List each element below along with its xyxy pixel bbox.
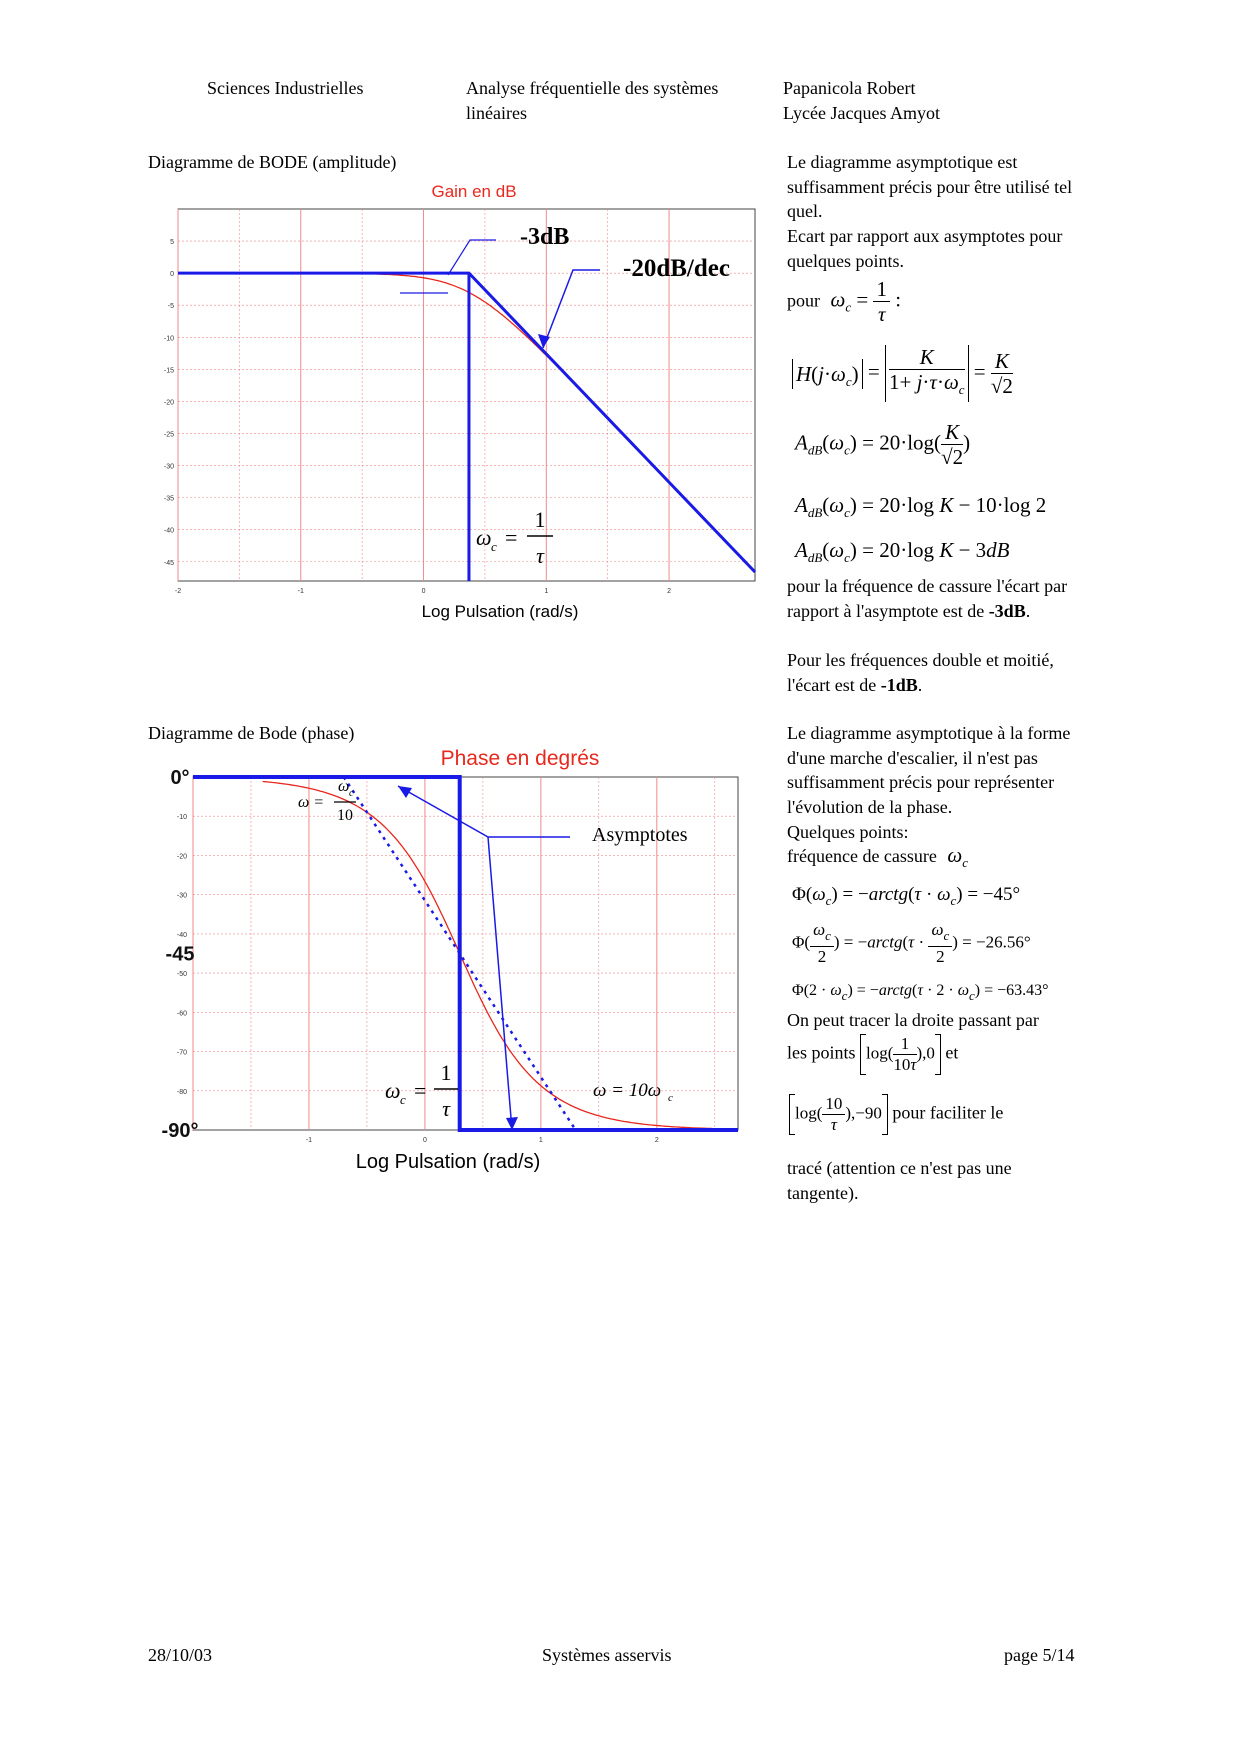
- ph-points-2: log( $\frac{10}{\tau}$ ),−90 pour faciliter le: [789, 1094, 1003, 1135]
- ph-y-big-label: -90°: [161, 1120, 199, 1142]
- ph-y-tick-label: -60: [176, 1010, 187, 1018]
- footer-title: Systèmes asservis: [542, 1645, 672, 1665]
- amp-side-after1: pour la fréquence de cassure l'écart par rapport à l'asymptote est de -3dB.: [787, 576, 1068, 621]
- ph-side-p4: tracé (attention ce n'est pas une tangente).: [787, 1158, 1012, 1203]
- amp-x-tick-label: -2: [174, 588, 182, 595]
- svg-text:c: c: [668, 1092, 673, 1104]
- svg-text:1: 1: [534, 507, 546, 532]
- amp-eq-pour: pour $\omega_c$ = $\frac{1}{\tau}$ :: [787, 277, 902, 326]
- asymptotes-label: Asymptotes: [592, 824, 688, 846]
- header-title-line2: linéaires: [466, 103, 527, 123]
- header-title-line1: Analyse fréquentielle des systèmes: [466, 78, 719, 98]
- amp-y-tick-label: -25: [163, 431, 174, 439]
- ph-y-big-label: 0°: [170, 767, 190, 789]
- amp-side-p1: Le diagramme asymptotique est suffisamment précis pour être utilisé tel quel.: [787, 152, 1073, 221]
- amp-x-tick-label: -1: [297, 588, 304, 595]
- ph-eq3: $\Phi(2 \cdot \omega_c)$ = −arctg(τ · $2 \cdot \omega_c) = -63.43^\circ$: [792, 982, 1049, 1003]
- svg-text:c: c: [349, 788, 354, 799]
- svg-text:ω: ω: [476, 525, 492, 550]
- amplitude-x-axis-label: Log Pulsation (rad/s): [421, 602, 579, 621]
- ph-eq2: Φ( $\frac{\omega_c}{2}$ ) = −arctg(τ · $\frac{\omega_c}{2}$ ) = −26.56°: [792, 920, 1031, 966]
- svg-text:τ: τ: [536, 543, 544, 568]
- amp-y-tick-label: -15: [163, 367, 174, 375]
- svg-text:ω =: ω =: [298, 794, 325, 811]
- ph-y-tick-label: -20: [176, 853, 187, 861]
- amp-y-tick-label: -5: [167, 303, 174, 311]
- amplitude-y-ticks: [164, 239, 174, 567]
- header-subject: Sciences Industrielles: [207, 78, 364, 98]
- ph-y-tick-label: -80: [176, 1088, 187, 1096]
- amp-eq-db3: $A_{dB}(\omega_c) = 20\cdot\log$ K − 3dB: [795, 538, 1010, 565]
- footer-page: page 5/14: [1004, 1645, 1075, 1665]
- ph-points-1: les points log( $\frac{1}{10\tau}$ ),0 et: [787, 1034, 959, 1074]
- phase-section-title: Diagramme de Bode (phase): [148, 723, 355, 743]
- phase-x-ticks: [306, 1137, 659, 1144]
- amplitude-section-title: Diagramme de BODE (amplitude): [148, 152, 397, 172]
- amp-y-tick-label: -10: [163, 335, 174, 343]
- amplitude-chart-title: Gain en dB: [431, 182, 517, 201]
- amp-y-tick-label: -45: [163, 559, 174, 567]
- amp-side-after2: Pour les fréquences double et moitié, l'écart est de -1dB.: [787, 650, 1054, 695]
- slope-label: -20dB/dec: [623, 255, 730, 282]
- svg-text:=: =: [505, 525, 518, 550]
- ph-cassure: fréquence de cassure $\omega_c$: [787, 843, 969, 870]
- phase-x-axis-label: Log Pulsation (rad/s): [355, 1151, 541, 1173]
- ph-y-tick-label: -50: [176, 971, 187, 979]
- amp-y-tick-label: 0: [170, 271, 174, 279]
- minus3db-label: -3dB: [520, 224, 570, 250]
- svg-text:c: c: [400, 1092, 406, 1107]
- ph-side-p1: Le diagramme asymptotique à la forme d'une marche d'escalier, il n'est pas suffisamment précis pour représenter l'évolution de la phase.: [787, 723, 1071, 817]
- amp-eq-db1: $A_{dB}(\omega_c) = 20\cdot\log$( $\frac{K}{√2}$ ): [795, 420, 971, 469]
- amp-side-p2: Ecart par rapport aux asymptotes pour quelques points.: [787, 226, 1063, 271]
- amp-eq-modulus: $H(j\cdot\omega_c)$ = $\frac{K}{1+ j\cdot\tau\cdot\omega_c}$ = $\frac{K}{√2}$: [792, 345, 1013, 402]
- ph-x-tick-label: 1: [538, 1137, 543, 1144]
- svg-text:=: =: [414, 1078, 427, 1103]
- header-school: Lycée Jacques Amyot: [783, 103, 940, 123]
- svg-text:10: 10: [337, 807, 353, 824]
- phase-chart-title: Phase en degrés: [440, 747, 600, 770]
- ph-y-tick-label: -40: [176, 931, 187, 939]
- amplitude-x-ticks: [175, 588, 671, 595]
- ph-y-big-label: -45: [165, 943, 195, 966]
- ph-side-p3: On peut tracer la droite passant par: [787, 1010, 1039, 1030]
- ph-x-tick-label: 0: [422, 1137, 427, 1144]
- svg-text:c: c: [491, 539, 497, 554]
- ph-x-tick-label: -1: [305, 1137, 313, 1144]
- amp-y-tick-label: -35: [163, 495, 174, 503]
- amp-eq-db2: $A_{dB}(\omega_c) = 20\cdot\log$ K − 10·log 2: [795, 493, 1047, 520]
- phase-label-ten: [593, 1080, 673, 1104]
- amp-x-tick-label: 1: [544, 588, 549, 595]
- amp-x-tick-label: 0: [421, 588, 426, 595]
- svg-text:1: 1: [440, 1060, 452, 1085]
- ph-y-tick-label: -70: [176, 1049, 187, 1057]
- amp-y-tick-label: 5: [170, 239, 174, 247]
- header-author: Papanicola Robert: [783, 78, 916, 98]
- amp-y-tick-label: -20: [163, 399, 174, 407]
- footer-date: 28/10/03: [148, 1645, 213, 1665]
- svg-text:ω: ω: [385, 1078, 401, 1103]
- ph-y-tick-label: -10: [176, 814, 187, 822]
- amp-y-tick-label: -40: [163, 527, 174, 535]
- amplitude-chart: [140, 175, 760, 625]
- amp-x-tick-label: 2: [667, 588, 672, 595]
- svg-text:ω = 10ω: ω = 10ω: [593, 1080, 662, 1101]
- ph-x-tick-label: 2: [654, 1137, 659, 1144]
- ph-side-p2: Quelques points:: [787, 822, 909, 842]
- amp-y-tick-label: -30: [163, 463, 174, 471]
- svg-text:ω: ω: [338, 778, 350, 795]
- svg-text:τ: τ: [442, 1096, 450, 1121]
- phase-chart: [140, 735, 760, 1175]
- ph-eq1: $\Phi(\omega_c)$ = −arctg(τ · $\omega_c) = -45^\circ$: [792, 884, 1021, 908]
- ph-y-tick-label: -30: [176, 892, 187, 900]
